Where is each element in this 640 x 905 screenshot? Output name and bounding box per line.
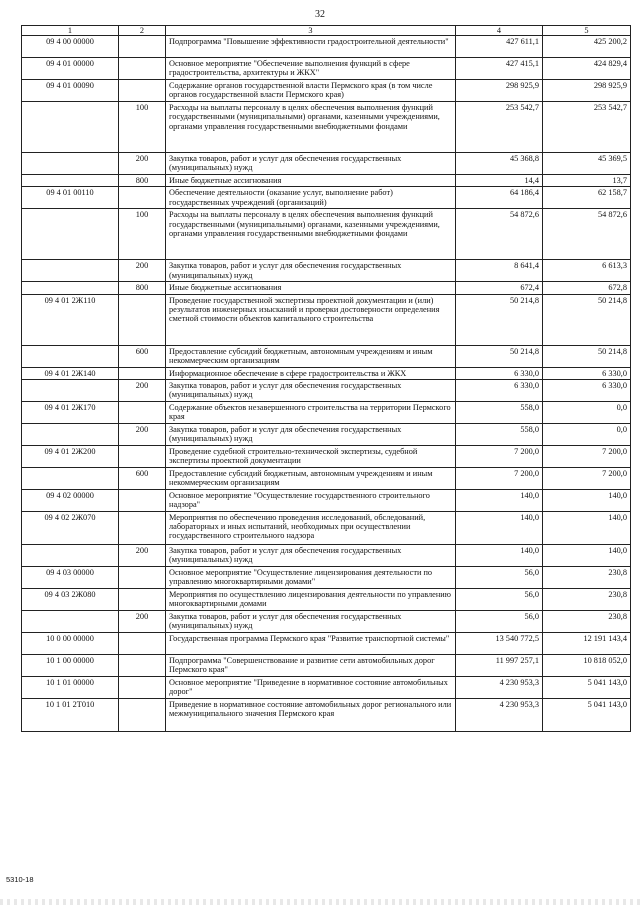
row-expense-type <box>119 489 166 511</box>
row-code <box>22 153 119 175</box>
header-col-5: 5 <box>543 26 631 36</box>
row-name: Расходы на выплаты персоналу в целях обеспечения выполнения функций государственными (муниципальными) органами, казенными учреждениями, органами управления государственными внебюджетными фондами <box>166 209 456 260</box>
row-value-year-2: 230,8 <box>543 588 631 610</box>
row-code: 10 1 01 2Т010 <box>22 698 119 731</box>
row-expense-type: 600 <box>119 345 166 367</box>
row-code <box>22 544 119 566</box>
row-code: 09 4 02 00000 <box>22 489 119 511</box>
budget-table <box>21 25 631 732</box>
row-expense-type: 600 <box>119 467 166 489</box>
row-expense-type <box>119 654 166 676</box>
table-row <box>22 467 631 489</box>
table-row <box>22 676 631 698</box>
row-value-year-2: 424 829,4 <box>543 58 631 80</box>
row-name: Информационное обеспечение в сфере градостроительства и ЖКХ <box>166 367 456 379</box>
table-row <box>22 36 631 58</box>
row-name: Содержание объектов незавершенного строительства на территории Пермского края <box>166 401 456 423</box>
row-value-year-1: 7 200,0 <box>456 467 543 489</box>
table-row <box>22 102 631 153</box>
row-code: 10 1 00 00000 <box>22 654 119 676</box>
row-value-year-1: 64 186,4 <box>456 187 543 209</box>
row-value-year-1: 56,0 <box>456 588 543 610</box>
row-code: 09 4 00 00000 <box>22 36 119 58</box>
row-expense-type <box>119 294 166 345</box>
row-name: Иные бюджетные ассигнования <box>166 175 456 187</box>
row-value-year-2: 50 214,8 <box>543 345 631 367</box>
row-code <box>22 282 119 294</box>
table-row <box>22 423 631 445</box>
row-value-year-2: 5 041 143,0 <box>543 698 631 731</box>
row-code: 09 4 02 2Ж070 <box>22 511 119 544</box>
row-name: Основное мероприятие "Приведение в нормативное состояние автомобильных дорог" <box>166 676 456 698</box>
row-code <box>22 260 119 282</box>
row-value-year-2: 7 200,0 <box>543 467 631 489</box>
table-row <box>22 175 631 187</box>
table-row <box>22 209 631 260</box>
row-expense-type <box>119 80 166 102</box>
row-value-year-1: 4 230 953,3 <box>456 676 543 698</box>
row-value-year-1: 140,0 <box>456 544 543 566</box>
row-code <box>22 209 119 260</box>
row-name: Основное мероприятие "Осуществление лицензирования деятельности по управлению многоквартирными домами" <box>166 566 456 588</box>
header-col-2: 2 <box>119 26 166 36</box>
table-row <box>22 588 631 610</box>
row-value-year-2: 54 872,6 <box>543 209 631 260</box>
row-value-year-2: 62 158,7 <box>543 187 631 209</box>
row-code: 09 4 01 00000 <box>22 58 119 80</box>
row-name: Подпрограмма "Повышение эффективности градостроительной деятельности" <box>166 36 456 58</box>
scan-edge-artifact <box>0 899 640 905</box>
row-value-year-1: 13 540 772,5 <box>456 632 543 654</box>
row-code <box>22 610 119 632</box>
row-code: 09 4 01 2Ж200 <box>22 445 119 467</box>
row-code <box>22 379 119 401</box>
row-expense-type: 800 <box>119 282 166 294</box>
row-value-year-2: 253 542,7 <box>543 102 631 153</box>
row-code: 09 4 01 2Ж140 <box>22 367 119 379</box>
row-name: Приведение в нормативное состояние автомобильных дорог регионального или межмуниципального значения Пермского края <box>166 698 456 731</box>
row-value-year-1: 140,0 <box>456 511 543 544</box>
table-row <box>22 294 631 345</box>
page-number: 32 <box>315 9 325 20</box>
table-row <box>22 632 631 654</box>
row-name: Содержание органов государственной власти Пермского края (в том числе органов государственной власти Пермского края) <box>166 80 456 102</box>
row-expense-type <box>119 36 166 58</box>
row-name: Закупка товаров, работ и услуг для обеспечения государственных (муниципальных) нужд <box>166 153 456 175</box>
row-expense-type: 200 <box>119 544 166 566</box>
row-value-year-1: 6 330,0 <box>456 379 543 401</box>
row-name: Закупка товаров, работ и услуг для обеспечения государственных (муниципальных) нужд <box>166 423 456 445</box>
row-value-year-1: 11 997 257,1 <box>456 654 543 676</box>
row-name: Основное мероприятие "Осуществление государственного строительного надзора" <box>166 489 456 511</box>
row-value-year-2: 12 191 143,4 <box>543 632 631 654</box>
row-name: Предоставление субсидий бюджетным, автономным учреждениям и иным некоммерческим организациям <box>166 345 456 367</box>
row-code: 09 4 01 00110 <box>22 187 119 209</box>
row-value-year-1: 140,0 <box>456 489 543 511</box>
row-value-year-1: 7 200,0 <box>456 445 543 467</box>
table-row <box>22 566 631 588</box>
table-row <box>22 367 631 379</box>
row-value-year-2: 672,8 <box>543 282 631 294</box>
row-expense-type: 100 <box>119 102 166 153</box>
row-name: Мероприятия по осуществлению лицензирования деятельности по управлению многоквартирными домами <box>166 588 456 610</box>
row-expense-type <box>119 566 166 588</box>
row-expense-type <box>119 445 166 467</box>
row-value-year-2: 6 330,0 <box>543 367 631 379</box>
row-code: 09 4 01 2Ж170 <box>22 401 119 423</box>
row-value-year-2: 6 330,0 <box>543 379 631 401</box>
row-expense-type: 100 <box>119 209 166 260</box>
row-value-year-1: 253 542,7 <box>456 102 543 153</box>
table-row <box>22 544 631 566</box>
row-value-year-2: 298 925,9 <box>543 80 631 102</box>
row-value-year-2: 0,0 <box>543 423 631 445</box>
row-code: 09 4 01 2Ж110 <box>22 294 119 345</box>
header-col-1: 1 <box>22 26 119 36</box>
row-value-year-1: 558,0 <box>456 401 543 423</box>
row-expense-type: 200 <box>119 379 166 401</box>
row-value-year-2: 10 818 052,0 <box>543 654 631 676</box>
row-expense-type: 200 <box>119 260 166 282</box>
row-value-year-1: 4 230 953,3 <box>456 698 543 731</box>
header-col-4: 4 <box>456 26 543 36</box>
row-name: Проведение государственной экспертизы проектной документации и (или) результатов инженерных изысканий и проверки достоверности определения сметной стоимости объектов капитального строительства <box>166 294 456 345</box>
table-row <box>22 511 631 544</box>
row-code <box>22 467 119 489</box>
row-value-year-2: 0,0 <box>543 401 631 423</box>
row-value-year-1: 558,0 <box>456 423 543 445</box>
row-code: 10 0 00 00000 <box>22 632 119 654</box>
row-expense-type: 200 <box>119 423 166 445</box>
row-name: Расходы на выплаты персоналу в целях обеспечения выполнения функций государственными (муниципальными) органами, казенными учреждениями, органами управления государственными внебюджетными фондами <box>166 102 456 153</box>
table-row <box>22 187 631 209</box>
row-name: Закупка товаров, работ и услуг для обеспечения государственных (муниципальных) нужд <box>166 260 456 282</box>
row-code: 09 4 03 2Ж080 <box>22 588 119 610</box>
row-value-year-2: 140,0 <box>543 544 631 566</box>
table-row <box>22 698 631 731</box>
row-value-year-2: 7 200,0 <box>543 445 631 467</box>
row-expense-type: 200 <box>119 610 166 632</box>
row-name: Закупка товаров, работ и услуг для обеспечения государственных (муниципальных) нужд <box>166 379 456 401</box>
row-name: Мероприятия по обеспечению проведения исследований, обследований, лабораторных и иных испытаний, необходимых при осуществлении государственного строительного надзора <box>166 511 456 544</box>
row-code: 09 4 03 00000 <box>22 566 119 588</box>
row-value-year-2: 5 041 143,0 <box>543 676 631 698</box>
row-name: Проведение судебной строительно-технической экспертизы, судебной экспертизы проектной документации <box>166 445 456 467</box>
row-value-year-2: 425 200,2 <box>543 36 631 58</box>
row-expense-type <box>119 632 166 654</box>
row-value-year-1: 45 368,8 <box>456 153 543 175</box>
row-expense-type <box>119 511 166 544</box>
row-value-year-2: 230,8 <box>543 610 631 632</box>
table-row <box>22 345 631 367</box>
row-name: Закупка товаров, работ и услуг для обеспечения государственных (муниципальных) нужд <box>166 610 456 632</box>
row-expense-type <box>119 676 166 698</box>
row-value-year-2: 140,0 <box>543 511 631 544</box>
row-value-year-1: 56,0 <box>456 610 543 632</box>
row-name: Закупка товаров, работ и услуг для обеспечения государственных (муниципальных) нужд <box>166 544 456 566</box>
table-row <box>22 80 631 102</box>
row-value-year-2: 6 613,3 <box>543 260 631 282</box>
table-row <box>22 282 631 294</box>
table-row <box>22 379 631 401</box>
row-name: Основное мероприятие "Обеспечение выполнения функций в сфере градостроительства, архитектуры и ЖКХ" <box>166 58 456 80</box>
table-row <box>22 654 631 676</box>
row-expense-type: 200 <box>119 153 166 175</box>
row-code <box>22 175 119 187</box>
row-expense-type <box>119 698 166 731</box>
row-value-year-1: 14,4 <box>456 175 543 187</box>
row-value-year-1: 50 214,8 <box>456 345 543 367</box>
table-row <box>22 260 631 282</box>
table-body <box>22 36 631 732</box>
row-expense-type <box>119 401 166 423</box>
row-code: 10 1 01 00000 <box>22 676 119 698</box>
row-expense-type: 800 <box>119 175 166 187</box>
table-row <box>22 445 631 467</box>
row-expense-type <box>119 588 166 610</box>
table-row <box>22 401 631 423</box>
row-value-year-2: 50 214,8 <box>543 294 631 345</box>
table-row <box>22 58 631 80</box>
table-header-row <box>22 26 631 36</box>
row-value-year-1: 54 872,6 <box>456 209 543 260</box>
row-value-year-1: 8 641,4 <box>456 260 543 282</box>
row-value-year-1: 6 330,0 <box>456 367 543 379</box>
table-row <box>22 489 631 511</box>
row-value-year-1: 427 611,1 <box>456 36 543 58</box>
row-value-year-2: 45 369,5 <box>543 153 631 175</box>
row-code: 09 4 01 00090 <box>22 80 119 102</box>
row-value-year-2: 13,7 <box>543 175 631 187</box>
row-expense-type <box>119 58 166 80</box>
row-expense-type <box>119 367 166 379</box>
row-code <box>22 423 119 445</box>
row-value-year-2: 230,8 <box>543 566 631 588</box>
row-value-year-1: 56,0 <box>456 566 543 588</box>
footer-document-code: 5310-18 <box>6 875 34 884</box>
row-code <box>22 102 119 153</box>
row-name: Иные бюджетные ассигнования <box>166 282 456 294</box>
row-expense-type <box>119 187 166 209</box>
row-value-year-1: 298 925,9 <box>456 80 543 102</box>
row-code <box>22 345 119 367</box>
row-name: Подпрограмма "Совершенствование и развитие сети автомобильных дорог Пермского края" <box>166 654 456 676</box>
row-name: Обеспечение деятельности (оказание услуг, выполнение работ) государственных учреждений (организаций) <box>166 187 456 209</box>
row-value-year-1: 50 214,8 <box>456 294 543 345</box>
row-value-year-1: 427 415,1 <box>456 58 543 80</box>
table-row <box>22 153 631 175</box>
row-name: Предоставление субсидий бюджетным, автономным учреждениям и иным некоммерческим организациям <box>166 467 456 489</box>
header-col-3: 3 <box>166 26 456 36</box>
table-row <box>22 610 631 632</box>
row-value-year-2: 140,0 <box>543 489 631 511</box>
row-name: Государственная программа Пермского края "Развитие транспортной системы" <box>166 632 456 654</box>
row-value-year-1: 672,4 <box>456 282 543 294</box>
